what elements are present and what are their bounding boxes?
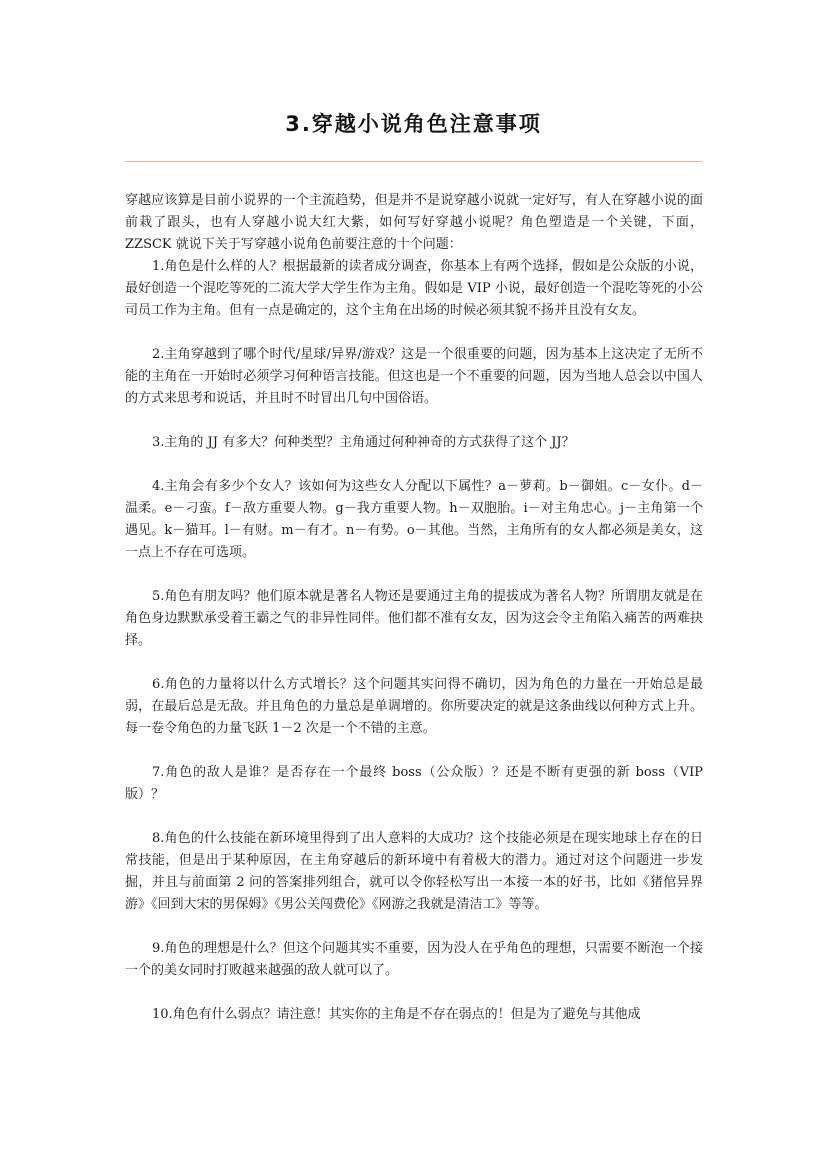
question-2: 2.主角穿越到了哪个时代/星球/异界/游戏？这是一个很重要的问题，因为基本上这决定了无所不能的主角在一开始时必须学习何种语言技能。但这也是一个不重要的问题，因为当地人总会以中国人的方式来思考和说话，并且时不时冒出几句中国俗语。 [125, 347, 703, 406]
question-7: 7.角色的敌人是谁？是否存在一个最终 boss（公众版）？还是不断有更强的新 boss（VIP 版）？ [125, 765, 703, 802]
title-divider [125, 161, 702, 162]
question-9: 9.角色的理想是什么？但这个问题其实不重要，因为没人在乎角色的理想，只需要不断泡一个接一个的美女同时打败越来越强的敌人就可以了。 [125, 941, 703, 978]
question-6: 6.角色的力量将以什么方式增长？这个问题其实问得不确切，因为角色的力量在一开始总是最弱，在最后总是无敌。并且角色的力量总是单调增的。你所要决定的就是这条曲线以何种方式上升。每一卷令角色的力量飞跃 1－2 次是一个不错的主意。 [125, 677, 703, 736]
document-title: 3.穿越小说角色注意事项 [285, 112, 542, 136]
question-1: 1.角色是什么样的人？根据最新的读者成分调查，你基本上有两个选择，假如是公众版的小说，最好创造一个混吃等死的二流大学大学生作为主角。假如是 VIP 小说，最好创造一个混吃等死的小公司员工作为主角。但有一点是确定的，这个主角在出场的时候必须其貌不扬并且没有女友。 [125, 259, 703, 318]
question-5: 5.角色有朋友吗？他们原本就是著名人物还是要通过主角的提拔成为著名人物？所谓朋友就是在角色身边默默承受着王霸之气的非异性同伴。他们都不准有女友，因为这会令主角陷入痛苦的两难抉择。 [125, 589, 703, 648]
document-body [125, 190, 703, 1026]
question-10: 10.角色有什么弱点？请注意！其实你的主角是不存在弱点的！但是为了避免与其他成 [152, 1007, 641, 1022]
question-3: 3.主角的 JJ 有多大？何种类型？主角通过何种神奇的方式获得了这个 JJ？ [152, 435, 575, 450]
question-8: 8.角色的什么技能在新环境里得到了出人意料的大成功？这个技能必须是在现实地球上存在的日常技能，但是出于某种原因，在主角穿越后的新环境中有着极大的潜力。通过对这个问题进一步发掘，并且与前面第 2 问的答案排列组合，就可以令你轻松写出一本接一本的好书，比如《猪倌异界游》《回到大宋的男保姆》《男公关闯费伦》《网游之我就是清洁工》等等。 [125, 831, 703, 912]
question-4: 4.主角会有多少个女人？该如何为这些女人分配以下属性？a－萝莉。b－御姐。c－女仆。d－温柔。e－刁蛮。f－敌方重要人物。g－我方重要人物。h－双胞胎。i－对主角忠心。j－主角第一个遇见。k－猫耳。l－有财。m－有才。n－有势。o－其他。当然，主角所有的女人都必须是美女，这一点上不存在可选项。 [125, 479, 703, 560]
intro-paragraph: 穿越应该算是目前小说界的一个主流趋势，但是并不是说穿越小说就一定好写，有人在穿越小说的面前栽了跟头，也有人穿越小说大红大紫，如何写好穿越小说呢？角色塑造是一个关键，下面，ZZSCK 就说下关于写穿越小说角色前要注意的十个问题： [125, 193, 703, 252]
